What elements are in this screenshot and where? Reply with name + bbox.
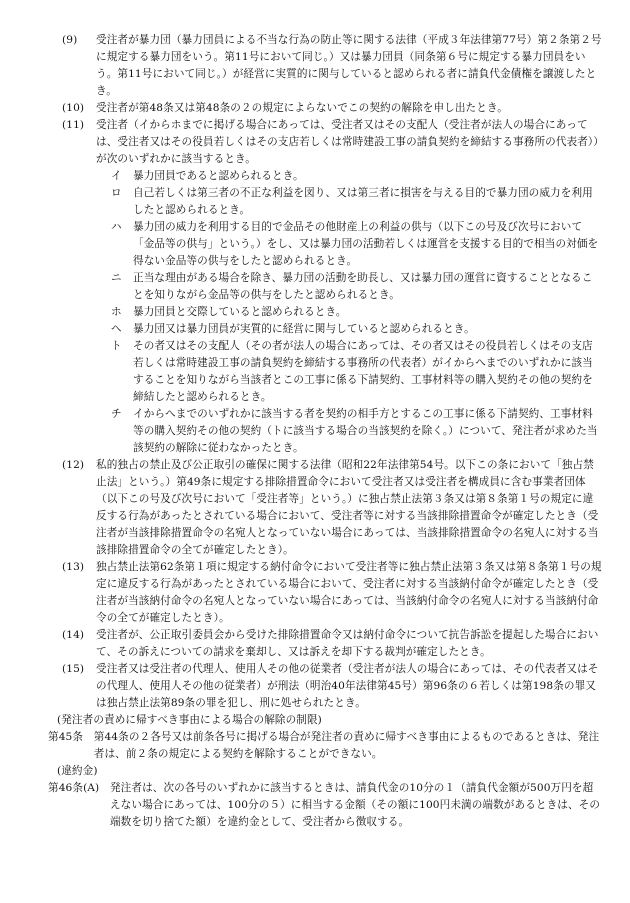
- sub-item-text: 暴力団員であると認められるとき。: [133, 170, 304, 182]
- article-text: 第44条の２各号又は前条各号に掲げる場合が発注者の責めに帰すべき事由によるものであるときは、発注者は、前２条の規定による契約を解除することができない。: [93, 731, 600, 760]
- sub-item-text: 暴力団員と交際していると認められるとき。: [133, 306, 347, 318]
- sub-item-text: イからへまでのいずれかに該当する者を契約の相手方とするこの工事に係る下請契約、工事材料等の購入契約その他の契約（トに該当する場合の当該契約を除く。）について、発注者が求めた当該契約の解除に従わなかったとき。: [133, 408, 598, 454]
- sub-item-mark: ニ: [111, 272, 122, 284]
- article-text: 発注者は、次の各号のいずれかに該当するときは、請負代金の10分の１（請負代金額が500万円を超えない場合にあっては、100分の５）に相当する金額（その額に100円未満の端数があるときは、その端数を切り捨てた額）を違約金として、受注者から徴収する。: [109, 782, 601, 828]
- item-number: (15): [62, 663, 85, 675]
- list-item: [62, 627, 602, 661]
- sub-item-text: 暴力団の威力を利用する目的で金品その他財産上の利益の供与（以下この号及び次号において「金品等の供与」という。）をし、又は暴力団の活動若しくは運営を支援する目的で相当の対価を得ない金品等の供与をしたと認められるとき。: [133, 221, 599, 267]
- sub-item: [111, 219, 602, 270]
- sub-item-mark: イ: [111, 170, 122, 182]
- sub-item-mark: ハ: [111, 221, 122, 233]
- sub-item: [111, 406, 602, 457]
- item-text: 私的独占の禁止及び公正取引の確保に関する法律（昭和22年法律第54号。以下この条において「独占禁止法」という。）第49条に規定する排除措置命令において受注者又は受注者を構成員に含む事業者団体（以下この号及び次号において「受注者等」という。）に独占禁止法第３条又は第８条第１号の規定に違反する行為があったとされている場合において、受注者等に対する当該排除措置命令が確定したとき（受注者が当該排除措置命令の名宛人となっていない場合にあっては、当該排除措置命令の名宛人に対する当該排除措置命令の全てが確定したとき）。: [96, 459, 599, 556]
- item-text: 受注者又は受注者の代理人、使用人その他の従業者（受注者が法人の場合にあっては、その代表者又はその代理人、使用人その他の従業者）が刑法（明治40年法律第45号）第96条の６若しくは第198条の罪又は独占禁止法第89条の罪を犯し、刑に処せられたとき。: [96, 663, 599, 709]
- sub-item-mark: ヘ: [111, 323, 122, 335]
- sub-item: [111, 321, 602, 338]
- article-number: 第45条: [48, 731, 94, 743]
- sub-item-text: 正当な理由がある場合を除き、暴力団の活動を助長し、又は暴力団の運営に資することとなることを知りながら金品等の供与をしたと認められるとき。: [133, 272, 593, 301]
- sub-item: [111, 338, 602, 406]
- sub-item-text: その者又はその支配人（その者が法人の場合にあっては、その者又はその役員若しくはその支店若しくは常時建設工事の請負契約を締結する事務所の代表者）がイからへまでのいずれかに該当することを知りながら当該者とこの工事に係る下請契約、工事材料等の購入契約その他の契約を締結したと認められるとき。: [133, 340, 593, 403]
- list-item: [62, 100, 602, 117]
- list-item: [62, 32, 602, 100]
- list-item: [62, 559, 602, 627]
- sub-item: [111, 304, 602, 321]
- item-text: 独占禁止法第62条第１項に規定する納付命令において受注者等に独占禁止法第３条又は第８条第１号の規定に違反する行為があったとされている場合において、受注者に対する当該納付命令が確定したとき（受注者が当該納付命令の名宛人となっていない場合にあっては、当該納付命令の名宛人に対する当該納付命令の全てが確定したとき）。: [96, 561, 602, 624]
- item-number: (12): [62, 459, 85, 471]
- item-number: (14): [62, 629, 85, 641]
- sub-item-text: 自己若しくは第三者の不正な利益を図り、又は第三者に損害を与える目的で暴力団の威力を利用したと認められるとき。: [133, 187, 593, 216]
- article-45: [48, 729, 602, 763]
- item-number: (11): [62, 119, 85, 131]
- sub-item-mark: ホ: [111, 306, 122, 318]
- sub-item-mark: ロ: [111, 187, 122, 199]
- item-text: 受注者（イからホまでに掲げる場合にあっては、受注者又はその支配人（受注者が法人の場合にあっては、受注者又はその役員若しくはその支店若しくは常時建設工事の請負契約を締結する事務所の代表者））が次のいずれかに該当するとき。: [96, 119, 599, 165]
- sub-item: [111, 185, 602, 219]
- item-text: 受注者が第48条又は第48条の２の規定によらないでこの契約の解除を申し出たとき。: [96, 102, 508, 114]
- sub-item-mark: チ: [111, 408, 122, 420]
- item-number: (10): [62, 102, 85, 114]
- sub-item-text: 暴力団又は暴力団員が実質的に経営に関与していると認められるとき。: [133, 323, 475, 335]
- section-heading: (違約金): [57, 765, 98, 777]
- list-item: [62, 117, 602, 168]
- item-text: 受注者が、公正取引委員会から受けた排除措置命令又は納付命令について抗告訴訟を提起した場合において、その訴えについての請求を棄却し、又は訴えを却下する裁判が確定したとき。: [96, 629, 599, 658]
- sub-item: [111, 168, 602, 185]
- item-text: 受注者が暴力団（暴力団員による不当な行為の防止等に関する法律（平成３年法律第77号）第２条第２号に規定する暴力団をいう。第11号において同じ。）又は暴力団員（同条第６号に規定する暴力団員をいう。第11号において同じ。）が経営に実質的に関与していると認められる者に請負代金債権を譲渡したとき。: [96, 34, 602, 97]
- item-number: (13): [62, 561, 85, 573]
- list-item: [62, 661, 602, 712]
- article-number: 第46条(A): [48, 782, 110, 794]
- sub-item: [111, 270, 602, 304]
- section-heading: (発注者の責めに帰すべき事由による場合の解除の制限): [57, 714, 322, 726]
- sub-item-mark: ト: [111, 340, 122, 352]
- item-number: (9): [62, 34, 78, 46]
- list-item: [62, 457, 602, 559]
- article-46: [48, 780, 602, 831]
